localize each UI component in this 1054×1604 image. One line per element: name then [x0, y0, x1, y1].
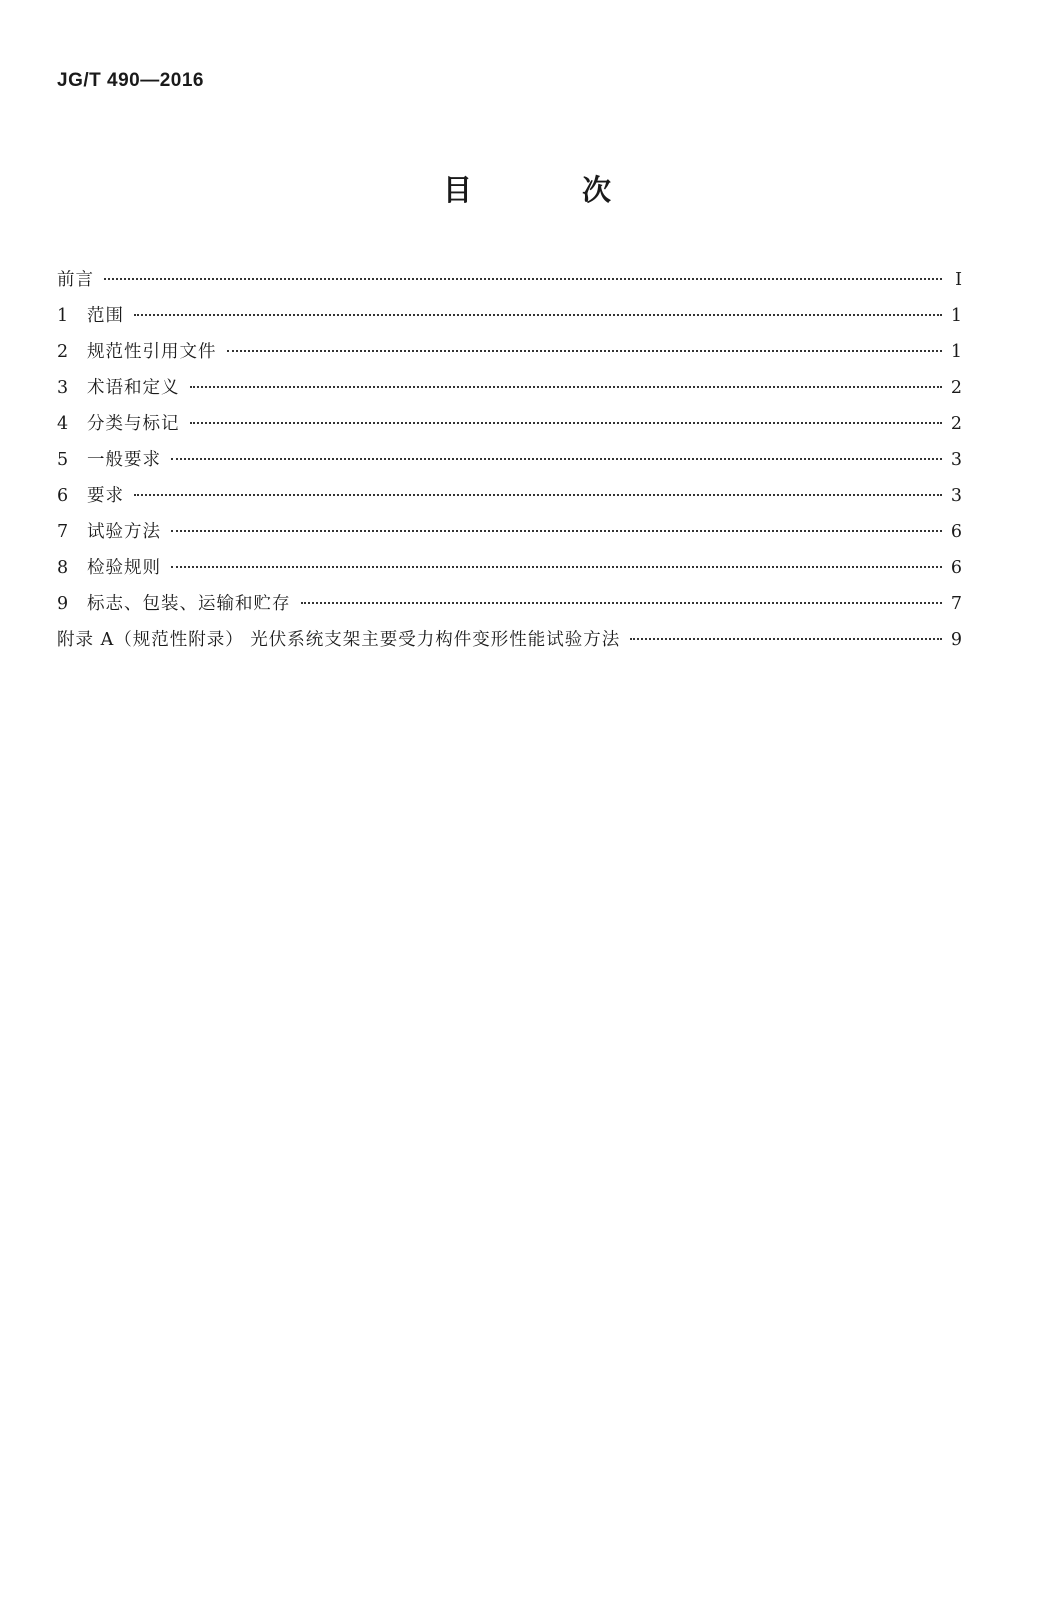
toc-entry-8[interactable]	[57, 550, 962, 586]
toc-entry-number: 3	[57, 378, 69, 398]
toc-entry-page: 3	[950, 450, 962, 470]
toc-entry-number: 2	[57, 342, 69, 362]
toc-entry-label: 标志、包装、运输和贮存	[87, 594, 291, 614]
page-title: 目 次	[442, 173, 662, 207]
toc-entry-7[interactable]	[57, 514, 962, 550]
toc-entry-page: 3	[950, 486, 962, 506]
toc-entry-label: 前言	[57, 270, 94, 290]
toc-entry-4[interactable]	[57, 406, 962, 442]
toc-dot-leader	[171, 566, 942, 568]
toc-entry-5[interactable]	[57, 442, 962, 478]
toc-entry-number: 1	[57, 306, 69, 326]
toc-entry-page: 6	[950, 558, 962, 578]
toc-entry-3[interactable]	[57, 370, 962, 406]
table-of-contents	[57, 262, 962, 658]
toc-entry-page: Ⅰ	[955, 270, 962, 290]
toc-entry-number: 9	[57, 594, 69, 614]
toc-entry-label: 试验方法	[87, 522, 161, 542]
toc-entry-6[interactable]	[57, 478, 962, 514]
toc-entry-page: 2	[950, 414, 962, 434]
toc-entry-2[interactable]	[57, 334, 962, 370]
toc-dot-leader	[171, 530, 942, 532]
toc-dot-leader	[171, 458, 942, 460]
toc-dot-leader	[190, 422, 943, 424]
standard-code: JG/T 490—2016	[57, 70, 204, 91]
toc-entry-number: 8	[57, 558, 69, 578]
toc-entry-label: 规范性引用文件	[87, 342, 217, 362]
toc-entry-number: 6	[57, 486, 69, 506]
toc-entry-page: 7	[950, 594, 962, 614]
toc-dot-leader	[301, 602, 943, 604]
toc-dot-leader	[190, 386, 943, 388]
toc-dot-leader	[227, 350, 943, 352]
toc-entry-label: 附录 A（规范性附录） 光伏系统支架主要受力构件变形性能试验方法	[57, 630, 621, 650]
toc-entry-page: 1	[950, 342, 962, 362]
toc-entry-label: 检验规则	[87, 558, 161, 578]
toc-entry-9[interactable]	[57, 586, 962, 622]
toc-entry-page: 9	[950, 630, 962, 650]
toc-entry-label: 要求	[87, 486, 124, 506]
toc-entry-number: 5	[57, 450, 69, 470]
toc-entry-number: 7	[57, 522, 69, 542]
toc-entry-page: 2	[950, 378, 962, 398]
toc-dot-leader	[630, 638, 942, 640]
toc-dot-leader	[134, 314, 942, 316]
toc-entry-label: 术语和定义	[87, 378, 180, 398]
toc-dot-leader	[104, 278, 942, 280]
toc-entry-appendix-a[interactable]	[57, 622, 962, 658]
toc-entry-page: 1	[950, 306, 962, 326]
toc-entry-label: 范围	[87, 306, 124, 326]
toc-entry-number: 4	[57, 414, 69, 434]
toc-entry-label: 分类与标记	[87, 414, 180, 434]
toc-entry-page: 6	[950, 522, 962, 542]
toc-entry-label: 一般要求	[87, 450, 161, 470]
toc-entry-foreword[interactable]	[57, 262, 962, 298]
toc-dot-leader	[134, 494, 942, 496]
toc-entry-1[interactable]	[57, 298, 962, 334]
